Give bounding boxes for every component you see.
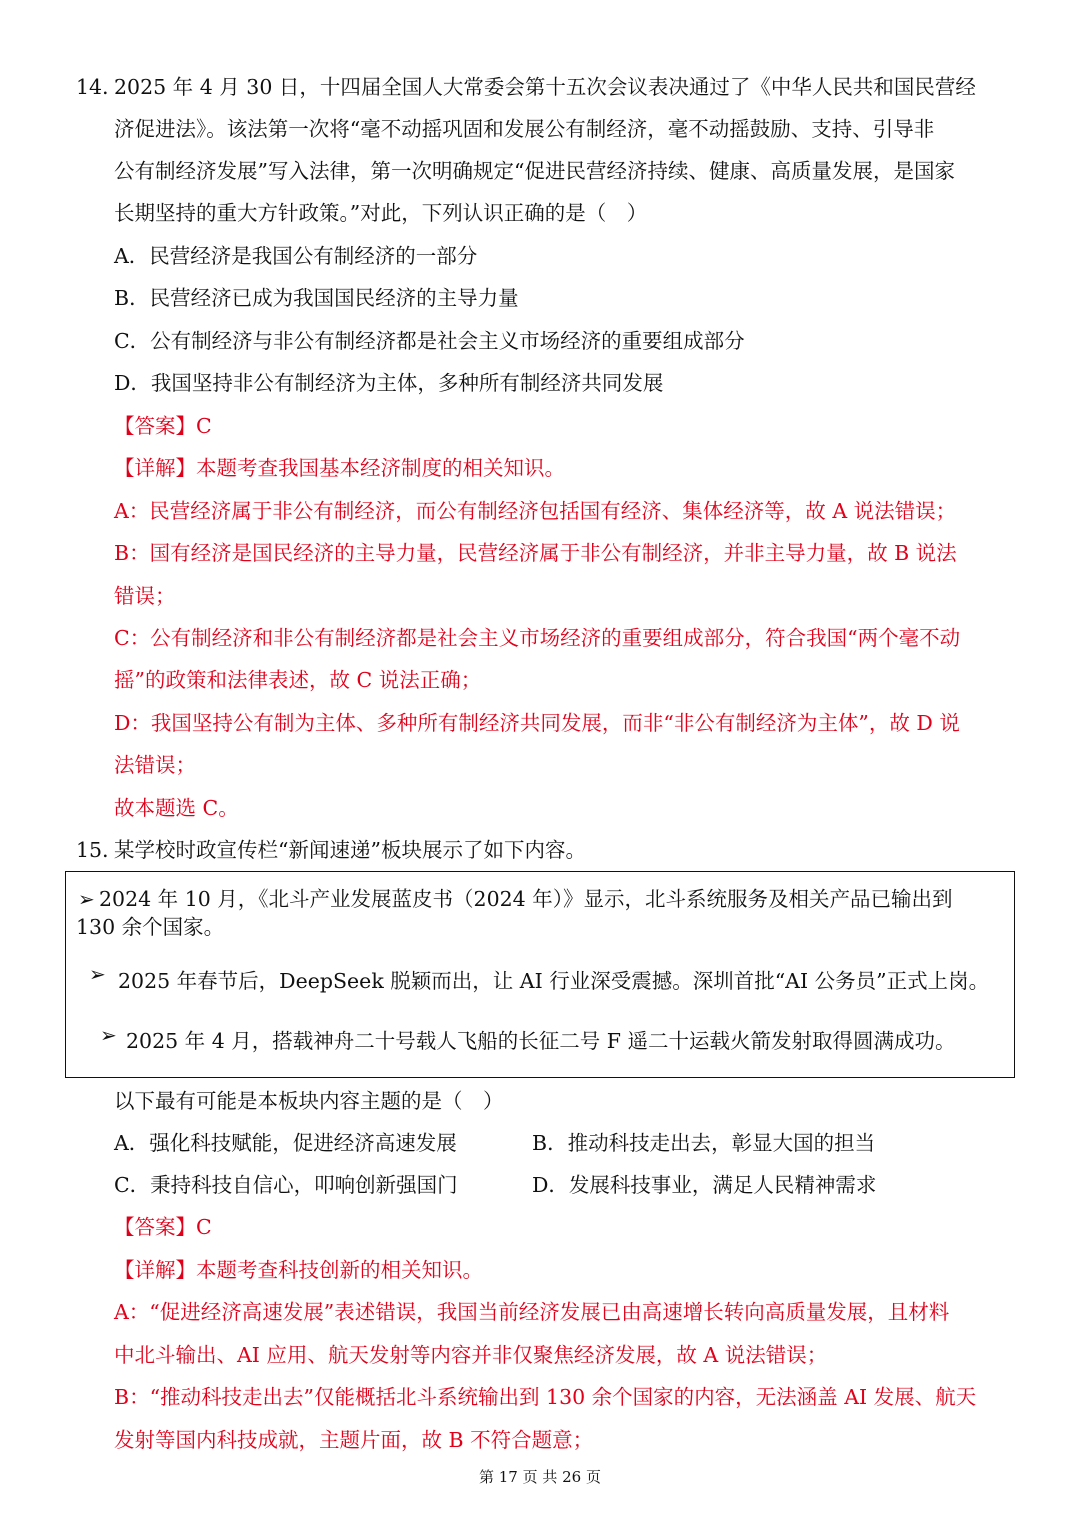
q14-explanation-line: 错误； (114, 584, 176, 608)
news-item-1-line: 2024 年 10 月，《北斗产业发展蓝皮书（2024 年）》显示，北斗系统服务及相关产品已输出到 (99, 887, 953, 911)
q14-stem-line: 公有制经济发展”写入法律，第一次明确规定“促进民营经济持续、健康、高质量发展，是国家 (114, 159, 955, 183)
q15-answer: 【答案】C (114, 1215, 212, 1239)
bullet-arrow-icon: ➢ (78, 887, 95, 911)
q14-explanation-line: C：公有制经济和非公有制经济都是社会主义市场经济的重要组成部分，符合我国“两个毫不动 (114, 626, 961, 650)
q14-number: 14． (76, 75, 123, 99)
q14-explanation-line: B：国有经济是国民经济的主导力量，民营经济属于非公有制经济，并非主导力量，故 B 说法 (114, 541, 957, 565)
q14-option-c: C．公有制经济与非公有制经济都是社会主义市场经济的重要组成部分 (114, 329, 745, 353)
q15-explanation-line: B：“推动科技走出去”仅能概括北斗系统输出到 130 余个国家的内容，无法涵盖 AI 发展、航天 (114, 1385, 977, 1409)
q15-option-b: B．推动科技走出去，彰显大国的担当 (532, 1131, 876, 1155)
q15-question: 以下最有可能是本板块内容主题的是（ ） (114, 1089, 504, 1113)
news-item-1-line: 130 余个国家。 (76, 915, 225, 939)
q14-stem-line: 2025 年 4 月 30 日，十四届全国人大常委会第十五次会议表决通过了《中华人民共和国民营经 (114, 75, 976, 99)
q14-explanation-line: 故本题选 C。 (114, 796, 239, 820)
news-item-3: 2025 年 4 月，搭载神舟二十号载人飞船的长征二号 F 遥二十运载火箭发射取得圆满成功。 (126, 1029, 956, 1053)
q15-explanation-line: 中北斗输出、AI 应用、航天发射等内容并非仅聚焦经济发展，故 A 说法错误； (114, 1343, 828, 1367)
q14-stem-line: 长期坚持的重大方针政策。”对此，下列认识正确的是（ ） (114, 201, 648, 225)
q15-stem: 某学校时政宣传栏“新闻速递”板块展示了如下内容。 (114, 838, 586, 862)
q14-explanation-line: A：民营经济属于非公有制经济，而公有制经济包括国有经济、集体经济等，故 A 说法错误； (114, 499, 957, 523)
q15-option-d: D．发展科技事业，满足人民精神需求 (532, 1173, 877, 1197)
q14-option-b: B．民营经济已成为我国国民经济的主导力量 (114, 286, 519, 310)
q15-number: 15． (76, 838, 123, 862)
page-footer: 第 17 页 共 26 页 (478, 1468, 601, 1486)
q14-explanation-line: 摇”的政策和法律表述，故 C 说法正确； (114, 668, 482, 692)
q15-explanation-line: A：“促进经济高速发展”表述错误，我国当前经济发展已由高速增长转向高质量发展，且材料 (114, 1300, 950, 1324)
bullet-arrow-icon: ➢ (100, 1023, 117, 1047)
q15-option-a: A．强化科技赋能，促进经济高速发展 (114, 1131, 457, 1155)
q15-option-c: C．秉持科技自信心，叩响创新强国门 (114, 1173, 458, 1197)
q15-explanation-line: 发射等国内科技成就，主题片面，故 B 不符合题意； (114, 1428, 594, 1452)
bullet-arrow-icon: ➢ (89, 962, 106, 986)
q14-option-d: D．我国坚持非公有制经济为主体，多种所有制经济共同发展 (114, 371, 664, 395)
q14-answer: 【答案】C (114, 414, 212, 438)
q14-stem-line: 济促进法》。该法第一次将“毫不动摇巩固和发展公有制经济，毫不动摇鼓励、支持、引导非 (114, 117, 935, 141)
q14-option-a: A．民营经济是我国公有制经济的一部分 (114, 244, 478, 268)
q15-explanation-line: 【详解】本题考查科技创新的相关知识。 (114, 1258, 483, 1282)
news-item-2: 2025 年春节后，DeepSeek 脱颖而出，让 AI 行业深受震撼。深圳首批“AI 公务员”正式上岗。 (118, 969, 990, 993)
q14-explanation-line: 法错误； (114, 753, 196, 777)
q14-explanation-line: 【详解】本题考查我国基本经济制度的相关知识。 (114, 456, 565, 480)
q14-explanation-line: D：我国坚持公有制为主体、多种所有制经济共同发展，而非“非公有制经济为主体”，故 D 说 (114, 711, 960, 735)
